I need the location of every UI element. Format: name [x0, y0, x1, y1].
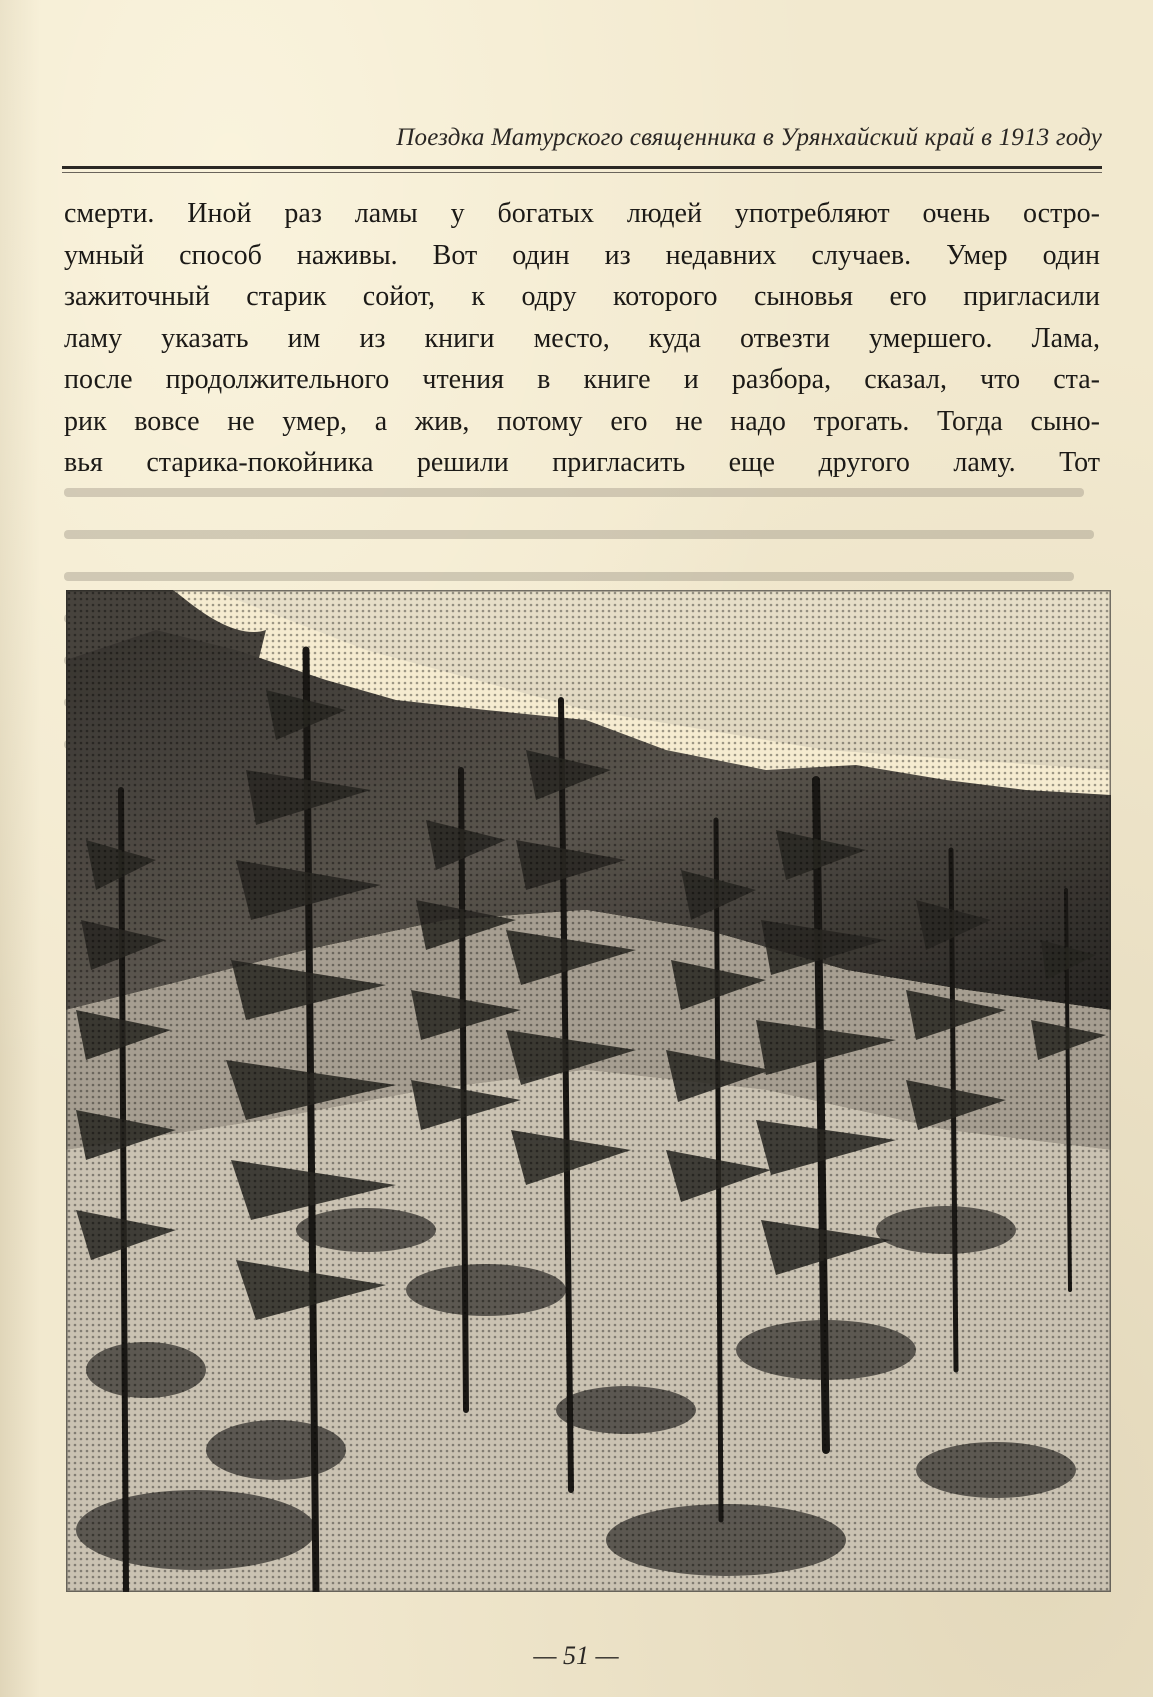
body-line: зажиточный старик сойот, к одру которого сыновья его пригласили: [64, 281, 1100, 312]
body-text: [64, 193, 1100, 484]
body-line: рик вовсе не умер, а жив, потому его не надо трогать. Тогда сыно-: [64, 405, 1100, 437]
page-number: — 51 —: [533, 1641, 619, 1670]
header-rule-thin: [62, 172, 1102, 173]
landscape-photo: [66, 590, 1111, 1592]
header-rule: [62, 166, 1102, 169]
body-line: после продолжительного чтения в книге и разбора, сказал, что ста-: [64, 364, 1100, 395]
body-line: вья старика-покойника решили пригласить еще другого ламу. Тот: [64, 447, 1100, 478]
body-line: смерти. Иной раз ламы у богатых людей употребляют очень остро-: [64, 198, 1100, 229]
body-line: ламу указать им из книги место, куда отвезти умершего. Лама,: [64, 322, 1100, 354]
body-line: умный способ наживы. Вот один из недавних случаев. Умер один: [64, 239, 1100, 271]
running-header: Поездка Матурского священника в Урянхайский край в 1913 году: [396, 124, 1102, 151]
